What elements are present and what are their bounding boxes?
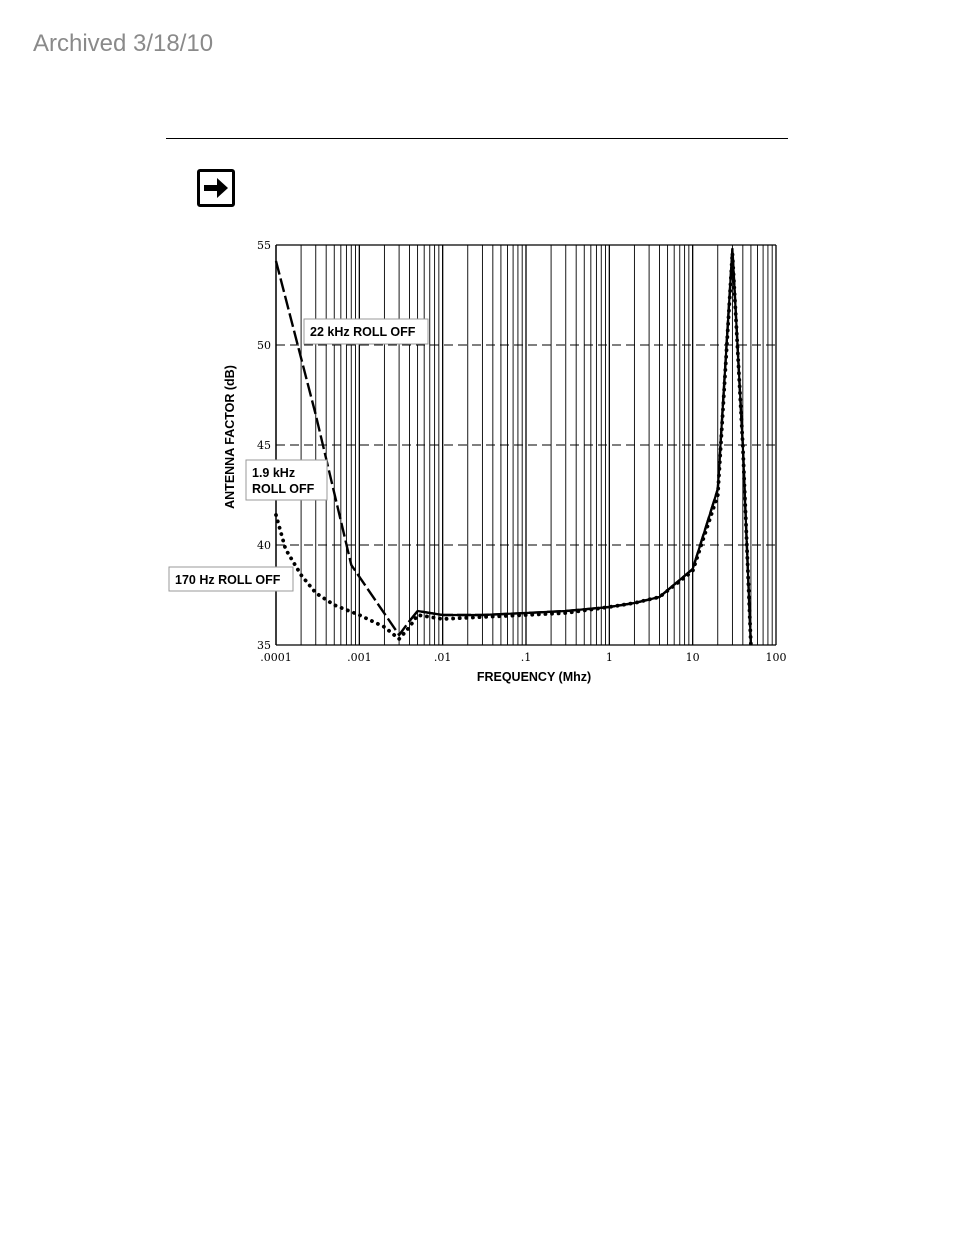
annotation-label: 1.9 kHz	[252, 466, 296, 480]
annotation-label: ROLL OFF	[252, 482, 315, 496]
annotation-label: 170 Hz ROLL OFF	[175, 573, 281, 587]
x-tick-label: 100	[765, 651, 787, 664]
series-line-solid	[410, 249, 751, 645]
annotation-box	[304, 319, 428, 344]
y-tick-label: 45	[257, 439, 271, 452]
chart-grid	[276, 245, 776, 645]
x-tick-label: .1	[520, 651, 532, 664]
x-tick-label: 10	[685, 651, 700, 664]
annotation-box	[169, 567, 293, 591]
y-tick-label: 55	[257, 239, 271, 252]
y-axis-label: ANTENNA FACTOR (dB)	[223, 365, 237, 509]
y-tick-label: 40	[257, 539, 271, 552]
x-tick-label: 1	[605, 651, 613, 664]
y-tick-label: 50	[257, 339, 271, 352]
chart-annotations	[169, 319, 428, 591]
x-tick-label: .01	[433, 651, 452, 664]
archived-label: Archived 3/18/10	[33, 30, 214, 57]
x-axis-label: FREQUENCY (Mhz)	[476, 670, 592, 684]
x-tick-label: .001	[347, 651, 372, 664]
annotation-box	[246, 460, 327, 500]
annotation-label: 22 kHz ROLL OFF	[310, 325, 416, 339]
x-tick-label: .0001	[260, 651, 292, 664]
y-tick-label: 35	[257, 639, 271, 652]
